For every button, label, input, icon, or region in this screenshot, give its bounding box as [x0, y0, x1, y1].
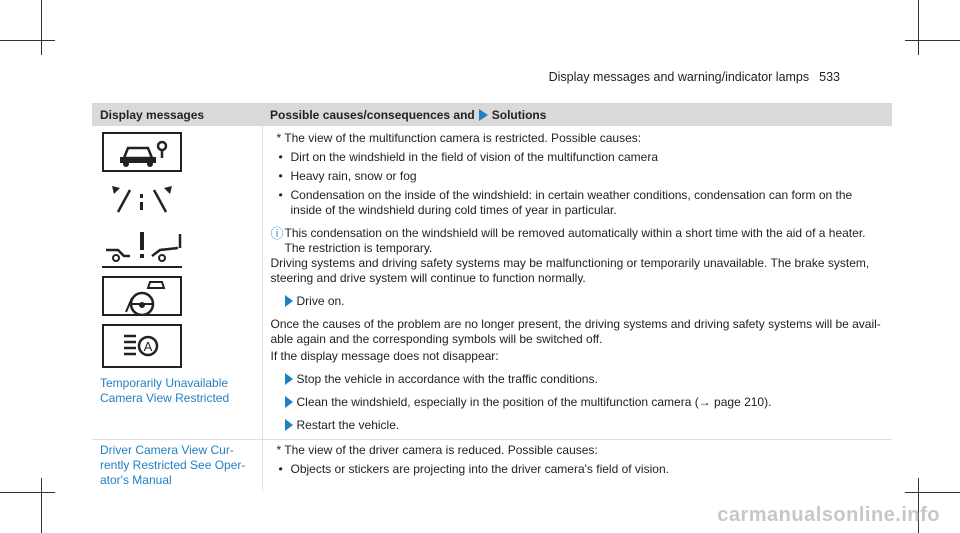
impact-text: steering and drive system will continue to function normally. — [270, 271, 586, 285]
message-driver-camera: rently Restricted See Oper- — [100, 458, 246, 472]
watermark: carmanualsonline.info — [717, 504, 940, 526]
list-item — [271, 188, 885, 218]
step-text: Stop the vehicle in accordance with the traffic conditions. — [296, 372, 598, 386]
info-icon: ⓘ — [270, 226, 284, 241]
list-item: • Heavy rain, snow or fog — [271, 169, 885, 184]
cause3-text: Condensation on the inside of the windshield: in certain weather conditions, condensation can form on the — [290, 188, 853, 202]
list-item: • Dirt on the windshield in the field of vision of the multifunction camera — [271, 150, 885, 165]
step-arrow-icon — [285, 419, 293, 431]
step-text-page-link[interactable]: Clean the windshield, especially in the position of the multifunction camera (→ page 210). — [296, 395, 772, 409]
persist-text: If the display message does not disappear: — [270, 349, 499, 363]
windshield-camera-icon — [102, 180, 182, 220]
auto-high-beam-icon — [102, 324, 182, 368]
lane-keep-warning-icon — [102, 228, 182, 268]
message-camera-view-restricted: Camera View Restricted — [100, 391, 230, 405]
crop-mark — [905, 40, 960, 41]
svg-text:A: A — [143, 339, 153, 354]
step-text: Drive on. — [296, 294, 345, 308]
solution-arrow-icon — [479, 109, 488, 121]
resume-text: Once the causes of the problem are no longer present, the driving systems and driving safety systems will be avail- — [270, 317, 881, 331]
display-messages-table — [92, 103, 892, 491]
step-arrow-icon — [285, 373, 293, 385]
cause-list — [271, 150, 885, 218]
cause-list — [271, 462, 885, 477]
solution-step — [271, 418, 885, 433]
cause3-continued: inside of the windshield during cold times of year in particular. — [290, 203, 617, 217]
col-header-causes-label: Possible causes/consequences and — [270, 107, 475, 122]
crop-mark — [0, 40, 55, 41]
impact-text: Driving systems and driving safety systems may be malfunctioning or temporarily unavailable. The brake system, — [270, 256, 870, 270]
step-text: Restart the vehicle. — [296, 418, 400, 432]
solution-step — [271, 395, 885, 410]
list-item: • Objects or stickers are projecting into the driver camera's field of vision. — [271, 462, 885, 477]
cause-intro: * The view of the driver camera is reduced. Possible causes: — [276, 443, 598, 457]
col-header-causes — [262, 103, 892, 126]
info-note — [271, 226, 885, 256]
col-header-display-messages: Display messages — [92, 103, 262, 126]
crop-mark — [905, 492, 960, 493]
crop-mark — [918, 0, 919, 55]
solution-step — [271, 372, 885, 387]
crop-mark — [41, 478, 42, 533]
cause-intro: * The view of the multifunction camera is restricted. Possible causes: — [276, 131, 642, 145]
step-arrow-icon — [285, 295, 293, 307]
resume-text: able again and the corresponding symbols will be switched off. — [270, 332, 603, 346]
steering-assist-icon — [102, 276, 182, 316]
table-row — [92, 126, 892, 440]
message-driver-camera: ator's Manual — [100, 473, 172, 487]
header-title: Display messages and warning/indicator lamps — [548, 70, 810, 84]
message-driver-camera: Driver Camera View Cur- — [100, 443, 234, 457]
page-number: 533 — [819, 70, 840, 84]
table-row — [92, 440, 892, 492]
message-temporarily-unavailable: Temporarily Unavailable — [100, 376, 229, 390]
col-header-solutions-label: Solutions — [491, 107, 547, 122]
crop-mark — [0, 492, 55, 493]
note-line: The restriction is temporary. — [284, 241, 433, 255]
crop-mark — [41, 0, 42, 55]
note-line: This condensation on the windshield will be removed automatically within a short time with the aid of a heater. — [284, 226, 866, 240]
solution-step — [271, 294, 885, 309]
driver-assist-sensor-icon — [102, 132, 182, 172]
running-header — [549, 70, 840, 84]
step-arrow-icon — [285, 396, 293, 408]
